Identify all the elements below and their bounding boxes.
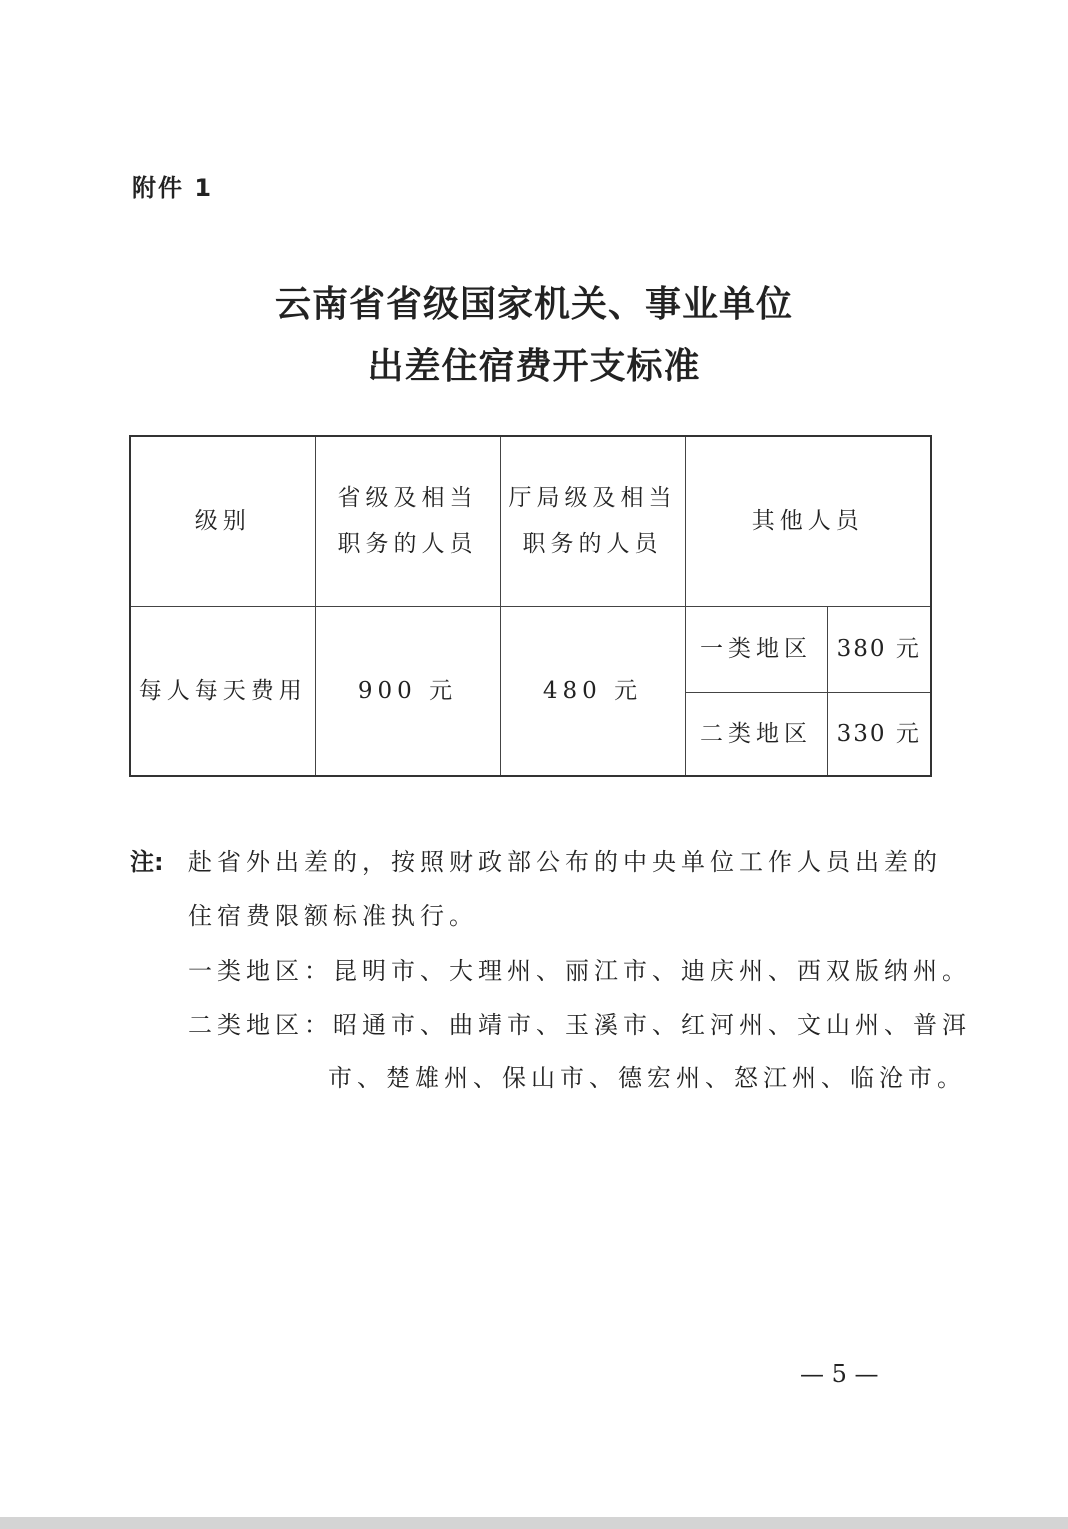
region2-value: 330 元 bbox=[827, 692, 931, 776]
row-label: 每人每天费用 bbox=[130, 606, 315, 776]
page-number: — 5 — bbox=[800, 1360, 879, 1388]
region2-label: 二类地区 bbox=[685, 692, 827, 776]
attachment-label: 附件 1 bbox=[132, 174, 214, 202]
header-provincial: 省级及相当 职务的人员 bbox=[315, 436, 500, 606]
lodging-standard-table bbox=[129, 435, 932, 777]
note-region2: 二类地区：昭通市、曲靖市、玉溪市、红河州、文山州、普洱 bbox=[188, 1011, 971, 1039]
region1-label: 一类地区 bbox=[685, 606, 827, 692]
region1-value: 380 元 bbox=[827, 606, 931, 692]
note-label: 注: bbox=[130, 848, 164, 876]
header-level: 级别 bbox=[130, 436, 315, 606]
bureau-value: 480 元 bbox=[500, 606, 685, 776]
header-bureau: 厅局级及相当 职务的人员 bbox=[500, 436, 685, 606]
document-title-line1: 云南省省级国家机关、事业单位 bbox=[274, 284, 793, 325]
note-region1: 一类地区：昆明市、大理州、丽江市、迪庆州、西双版纳州。 bbox=[188, 957, 971, 985]
bottom-bar bbox=[0, 1517, 1068, 1529]
document-title-line2: 出差住宿费开支标准 bbox=[367, 346, 701, 387]
header-other: 其他人员 bbox=[685, 436, 931, 606]
note-line1: 赴省外出差的，按照财政部公布的中央单位工作人员出差的 bbox=[188, 848, 942, 876]
table-row bbox=[130, 606, 931, 692]
note-line2: 住宿费限额标准执行。 bbox=[188, 902, 478, 930]
note-region2-cont: 市、楚雄州、保山市、德宏州、怒江州、临沧市。 bbox=[328, 1064, 966, 1092]
table-header-row bbox=[130, 436, 931, 606]
provincial-value: 900 元 bbox=[315, 606, 500, 776]
